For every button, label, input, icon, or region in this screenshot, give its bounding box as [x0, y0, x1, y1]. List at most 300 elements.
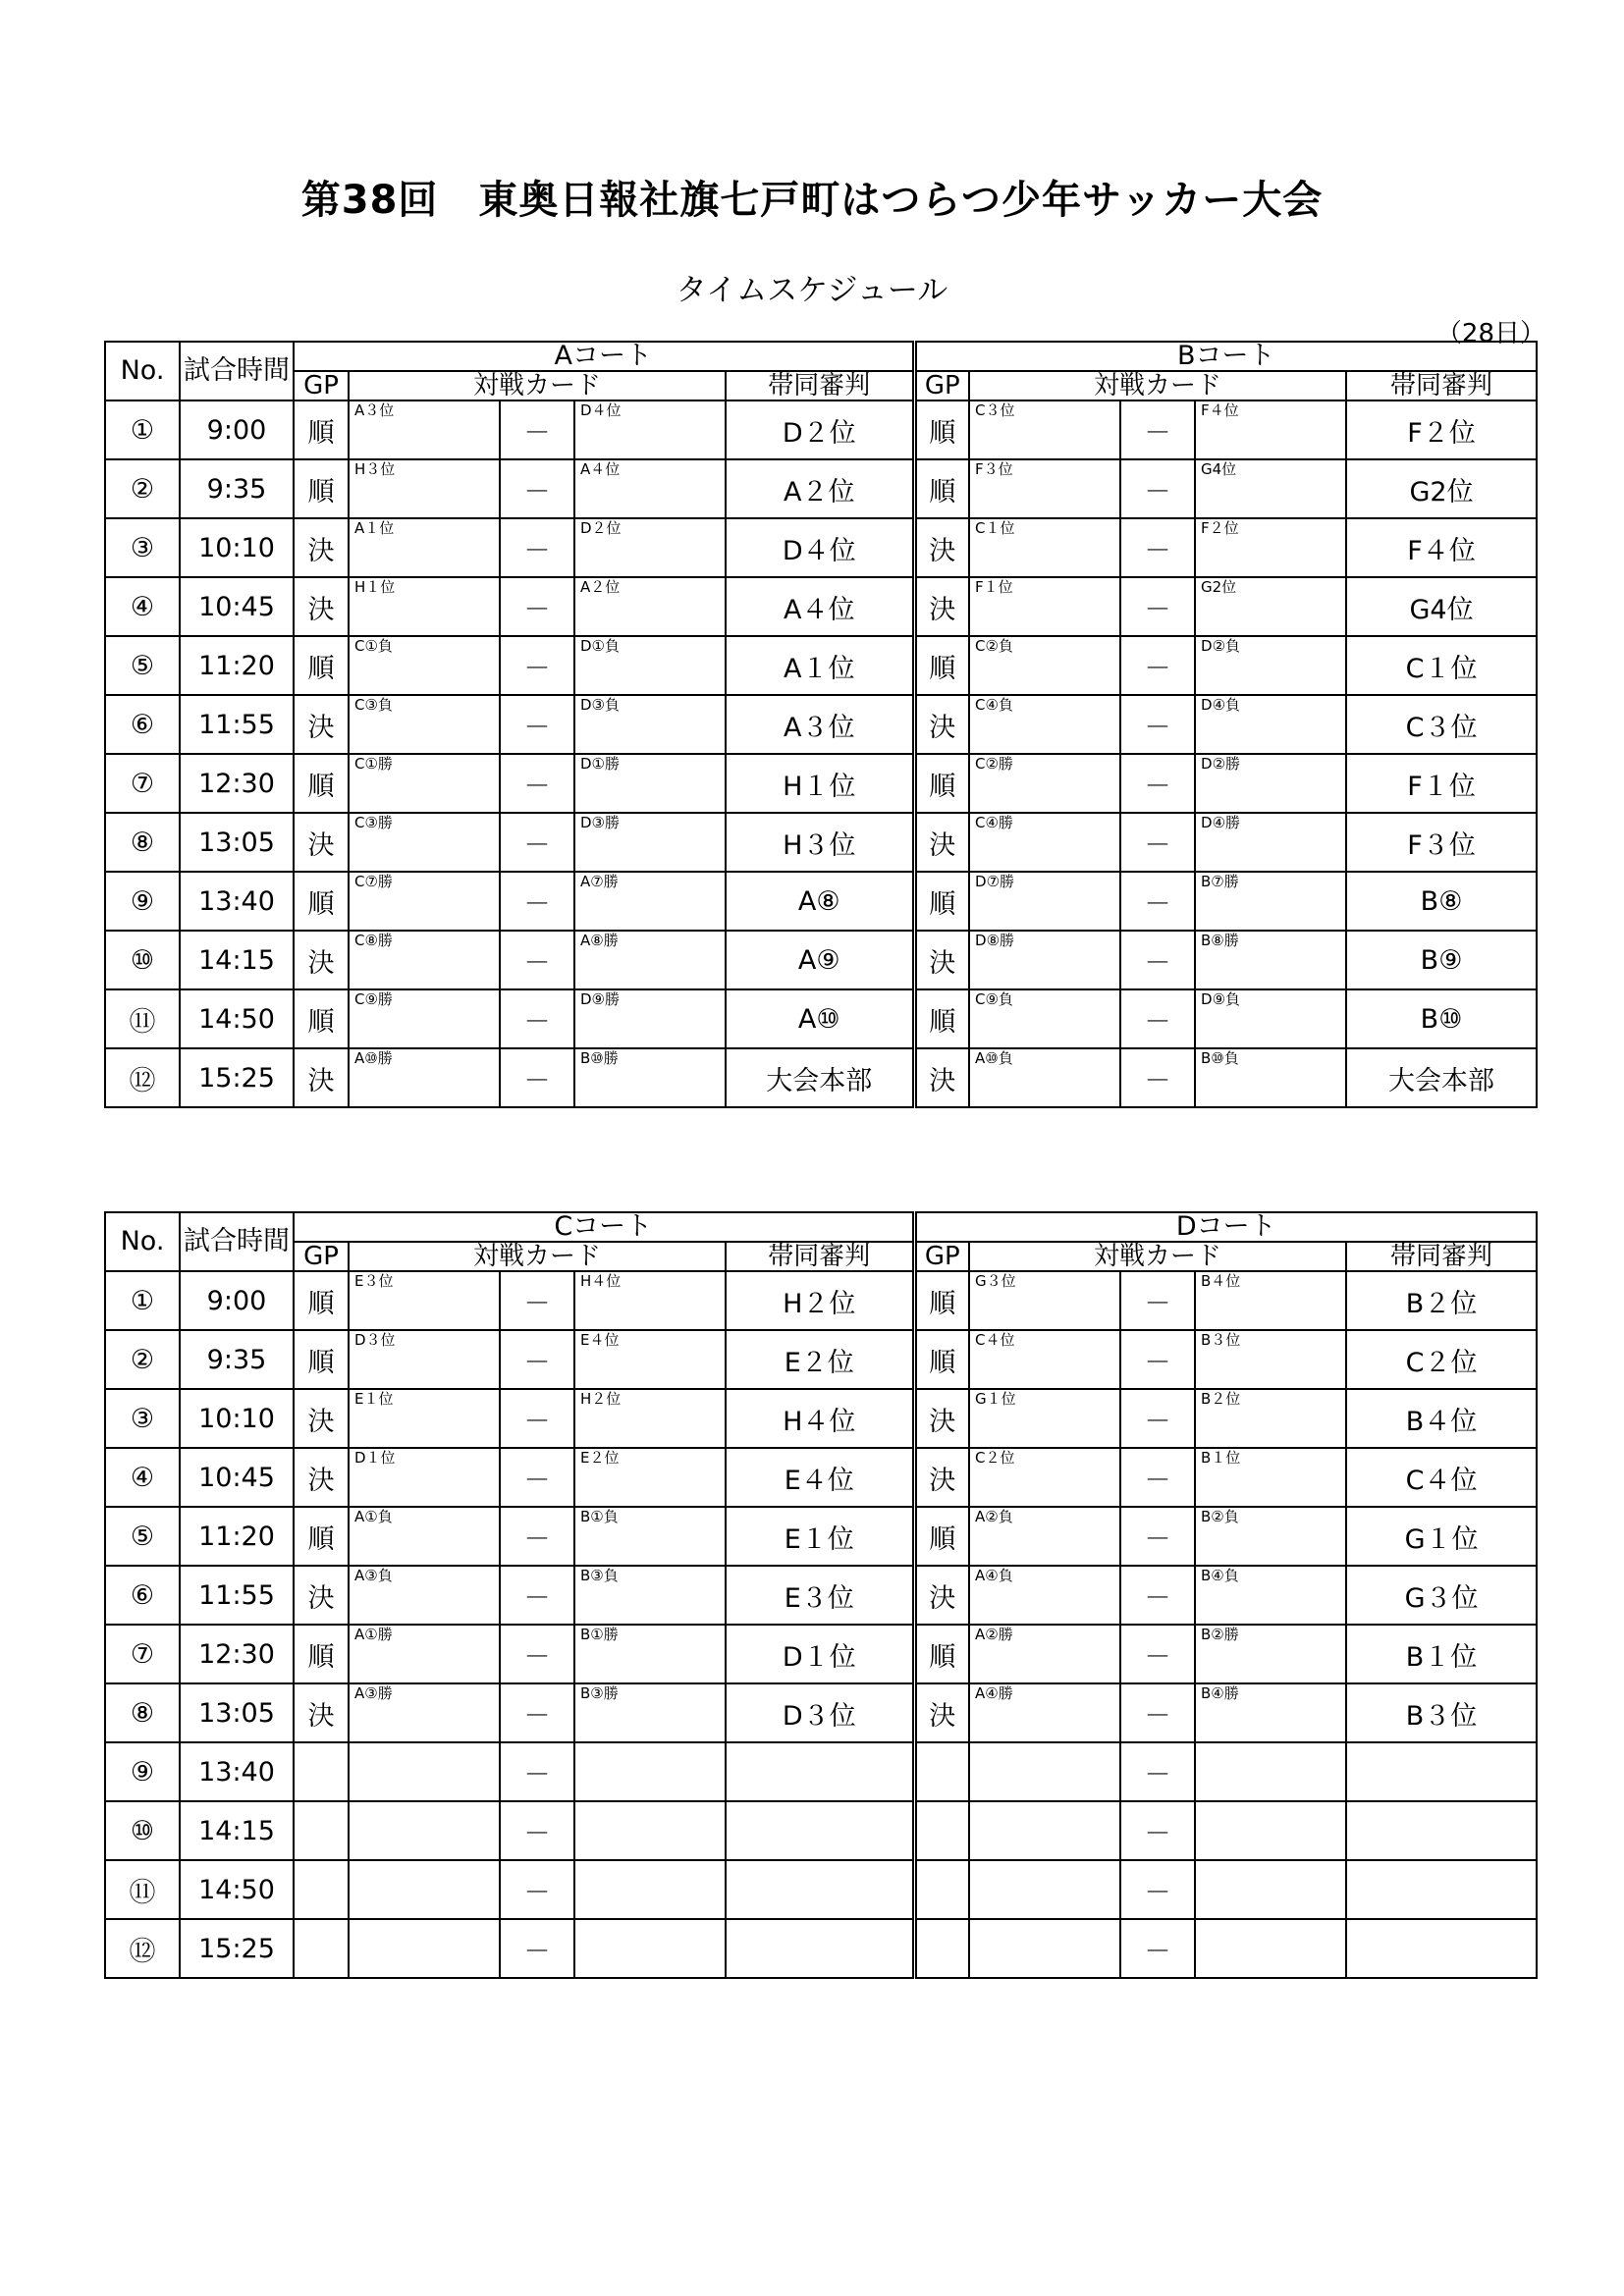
- versus-dash: －: [1120, 1566, 1195, 1625]
- home-team-cell: [969, 459, 1120, 518]
- away-team-label: D２位: [580, 519, 622, 537]
- gp-cell: 順: [914, 459, 969, 518]
- table-row: [105, 1919, 1537, 1978]
- away-team-label: D①負: [580, 637, 620, 655]
- home-team-cell: [349, 636, 500, 695]
- match-time: 14:15: [180, 931, 294, 989]
- away-team-cell: [1195, 400, 1346, 459]
- away-team-cell: [1195, 1742, 1346, 1801]
- gp-cell: 決: [914, 1048, 969, 1107]
- away-team-label: B③負: [580, 1567, 619, 1584]
- away-team-cell: [1195, 1625, 1346, 1683]
- table-row: [105, 989, 1537, 1048]
- match-time: 10:45: [180, 1448, 294, 1507]
- away-team-label: B①勝: [580, 1626, 619, 1643]
- referee-cell: C４位: [1346, 1448, 1537, 1507]
- gp-cell: 決: [914, 931, 969, 989]
- gp-cell: [914, 1742, 969, 1801]
- away-team-cell: [574, 754, 726, 813]
- versus-dash: －: [500, 1330, 574, 1389]
- home-team-cell: [349, 989, 500, 1048]
- referee-cell: D１位: [726, 1625, 914, 1683]
- away-team-cell: [1195, 931, 1346, 989]
- home-team-label: C②勝: [975, 755, 1013, 773]
- versus-dash: －: [500, 1048, 574, 1107]
- home-team-cell: [969, 636, 1120, 695]
- home-team-cell: [349, 1389, 500, 1448]
- home-team-cell: [349, 518, 500, 577]
- home-team-cell: [969, 1625, 1120, 1683]
- gp-cell: [294, 1742, 349, 1801]
- referee-cell: [1346, 1801, 1537, 1860]
- match-number: ①: [105, 400, 180, 459]
- versus-dash: －: [500, 1566, 574, 1625]
- home-team-label: D⑧勝: [975, 932, 1015, 949]
- table-row: [105, 1683, 1537, 1742]
- versus-dash: －: [500, 1683, 574, 1742]
- away-team-label: D⑨勝: [580, 990, 620, 1008]
- home-team-label: A②負: [975, 1508, 1013, 1525]
- away-team-cell: [1195, 1271, 1346, 1330]
- court-header: Bコート: [914, 342, 1537, 371]
- away-team-label: B４位: [1201, 1272, 1241, 1290]
- away-team-cell: [574, 1566, 726, 1625]
- home-team-label: C２位: [975, 1449, 1015, 1467]
- page-subtitle: タイムスケジュール: [676, 273, 948, 308]
- away-team-cell: [1195, 1860, 1346, 1919]
- referee-cell: H１位: [726, 754, 914, 813]
- referee-cell: B⑧: [1346, 872, 1537, 931]
- gp-cell: [914, 1801, 969, 1860]
- match-time: 14:50: [180, 1860, 294, 1919]
- referee-cell: A⑨: [726, 931, 914, 989]
- referee-cell: B２位: [1346, 1271, 1537, 1330]
- away-team-cell: [574, 400, 726, 459]
- home-team-label: A④勝: [975, 1684, 1013, 1702]
- away-team-cell: [574, 459, 726, 518]
- home-team-label: D⑦勝: [975, 873, 1015, 890]
- away-team-cell: [1195, 636, 1346, 695]
- versus-dash: －: [500, 1389, 574, 1448]
- versus-dash: －: [1120, 872, 1195, 931]
- table-row: [105, 1801, 1537, 1860]
- header-row-courts: [105, 1212, 1537, 1242]
- referee-cell: C３位: [1346, 695, 1537, 754]
- home-team-label: F１位: [975, 578, 1013, 596]
- match-time: 13:05: [180, 813, 294, 872]
- match-time: 9:35: [180, 459, 294, 518]
- home-team-cell: [349, 1860, 500, 1919]
- table-row: [105, 1448, 1537, 1507]
- versus-dash: －: [1120, 1625, 1195, 1683]
- gp-cell: 決: [294, 1683, 349, 1742]
- versus-dash: －: [500, 577, 574, 636]
- home-team-label: A②勝: [975, 1626, 1013, 1643]
- away-team-label: D③勝: [580, 814, 620, 831]
- gp-cell: 決: [294, 1566, 349, 1625]
- home-team-cell: [349, 1048, 500, 1107]
- match-number: ②: [105, 1330, 180, 1389]
- referee-cell: B１位: [1346, 1625, 1537, 1683]
- match-time: 15:25: [180, 1919, 294, 1978]
- away-team-cell: [574, 518, 726, 577]
- gp-cell: 順: [294, 636, 349, 695]
- match-time: 10:10: [180, 518, 294, 577]
- versus-dash: －: [1120, 813, 1195, 872]
- home-team-cell: [969, 1860, 1120, 1919]
- match-number: ⑥: [105, 1566, 180, 1625]
- home-team-cell: [969, 1566, 1120, 1625]
- away-team-label: B３位: [1201, 1331, 1241, 1349]
- away-team-label: B③勝: [580, 1684, 619, 1702]
- gp-cell: [294, 1801, 349, 1860]
- versus-dash: －: [500, 1448, 574, 1507]
- home-team-cell: [969, 1048, 1120, 1107]
- versus-dash: －: [1120, 1330, 1195, 1389]
- home-team-cell: [349, 1625, 500, 1683]
- home-team-label: C４位: [975, 1331, 1015, 1349]
- table-row: [105, 695, 1537, 754]
- versus-dash: －: [500, 1860, 574, 1919]
- referee-cell: [726, 1919, 914, 1978]
- gp-header: GP: [294, 371, 349, 400]
- away-team-cell: [1195, 754, 1346, 813]
- versus-dash: －: [1120, 1683, 1195, 1742]
- match-time: 15:25: [180, 1048, 294, 1107]
- referee-cell: [1346, 1742, 1537, 1801]
- away-team-cell: [1195, 459, 1346, 518]
- match-number: ⑨: [105, 872, 180, 931]
- away-team-cell: [574, 1507, 726, 1566]
- versus-dash: －: [500, 872, 574, 931]
- away-team-label: B⑩負: [1201, 1049, 1239, 1067]
- referee-cell: B４位: [1346, 1389, 1537, 1448]
- referee-cell: C２位: [1346, 1330, 1537, 1389]
- referee-cell: [726, 1742, 914, 1801]
- table-row: [105, 754, 1537, 813]
- home-team-cell: [349, 577, 500, 636]
- gp-cell: 順: [294, 1271, 349, 1330]
- table-row: [105, 1625, 1537, 1683]
- versus-dash: －: [1120, 577, 1195, 636]
- referee-header: 帯同審判: [726, 371, 914, 400]
- table-row: [105, 1860, 1537, 1919]
- gp-cell: 決: [914, 813, 969, 872]
- home-team-cell: [969, 577, 1120, 636]
- referee-header: 帯同審判: [1346, 1242, 1537, 1271]
- no-header: No.: [105, 1212, 180, 1271]
- away-team-label: D④負: [1201, 696, 1241, 714]
- gp-cell: 順: [914, 636, 969, 695]
- match-time: 11:20: [180, 1507, 294, 1566]
- referee-cell: [1346, 1860, 1537, 1919]
- home-team-label: C３位: [975, 401, 1015, 419]
- match-time: 9:35: [180, 1330, 294, 1389]
- home-team-label: A④負: [975, 1567, 1013, 1584]
- home-team-cell: [969, 1919, 1120, 1978]
- versus-dash: －: [1120, 931, 1195, 989]
- away-team-cell: [1195, 1566, 1346, 1625]
- away-team-label: B①負: [580, 1508, 619, 1525]
- versus-dash: －: [1120, 1448, 1195, 1507]
- home-team-label: A３位: [354, 401, 395, 419]
- referee-cell: A４位: [726, 577, 914, 636]
- home-team-label: C③勝: [354, 814, 393, 831]
- home-team-label: C⑨勝: [354, 990, 393, 1008]
- away-team-label: B⑦勝: [1201, 873, 1239, 890]
- versus-dash: －: [500, 1625, 574, 1683]
- match-time: 13:05: [180, 1683, 294, 1742]
- gp-header: GP: [294, 1242, 349, 1271]
- home-team-cell: [349, 1742, 500, 1801]
- home-team-label: A③負: [354, 1567, 393, 1584]
- match-number: ⑤: [105, 1507, 180, 1566]
- away-team-label: E２位: [580, 1449, 620, 1467]
- away-team-label: D②負: [1201, 637, 1241, 655]
- gp-cell: 順: [294, 400, 349, 459]
- referee-cell: A２位: [726, 459, 914, 518]
- gp-cell: 決: [294, 1389, 349, 1448]
- away-team-cell: [1195, 813, 1346, 872]
- versus-dash: －: [500, 1919, 574, 1978]
- away-team-label: B②勝: [1201, 1626, 1239, 1643]
- home-team-cell: [349, 872, 500, 931]
- match-number: ④: [105, 577, 180, 636]
- gp-cell: 順: [294, 1507, 349, 1566]
- match-time: 11:20: [180, 636, 294, 695]
- table-row: [105, 1742, 1537, 1801]
- gp-cell: 決: [294, 695, 349, 754]
- table-row: [105, 1507, 1537, 1566]
- referee-cell: E１位: [726, 1507, 914, 1566]
- table-row: [105, 813, 1537, 872]
- match-time: 13:40: [180, 872, 294, 931]
- page-title: 第38回 東奥日報社旗七戸町はつらつ少年サッカー大会: [300, 178, 1324, 223]
- gp-cell: 順: [294, 754, 349, 813]
- referee-cell: F１位: [1346, 754, 1537, 813]
- gp-cell: 決: [294, 931, 349, 989]
- referee-cell: [726, 1801, 914, 1860]
- away-team-cell: [574, 1919, 726, 1978]
- gp-cell: 順: [294, 1625, 349, 1683]
- versus-dash: －: [1120, 400, 1195, 459]
- time-header: 試合時間: [180, 342, 294, 400]
- versus-dash: －: [500, 813, 574, 872]
- referee-cell: H３位: [726, 813, 914, 872]
- gp-cell: 決: [914, 1683, 969, 1742]
- home-team-label: C⑧勝: [354, 932, 393, 949]
- gp-cell: 順: [294, 872, 349, 931]
- referee-cell: 大会本部: [726, 1048, 914, 1107]
- away-team-label: E４位: [580, 1331, 620, 1349]
- versus-dash: －: [500, 1801, 574, 1860]
- home-team-label: C④負: [975, 696, 1013, 714]
- versus-dash: －: [1120, 695, 1195, 754]
- versus-dash: －: [500, 754, 574, 813]
- no-header: No.: [105, 342, 180, 400]
- gp-cell: 順: [914, 754, 969, 813]
- gp-cell: 順: [914, 1271, 969, 1330]
- versus-dash: －: [500, 1742, 574, 1801]
- home-team-cell: [969, 400, 1120, 459]
- home-team-cell: [969, 1507, 1120, 1566]
- referee-cell: G4位: [1346, 577, 1537, 636]
- versus-dash: －: [500, 1271, 574, 1330]
- away-team-label: B⑧勝: [1201, 932, 1239, 949]
- referee-cell: F４位: [1346, 518, 1537, 577]
- away-team-cell: [574, 931, 726, 989]
- referee-cell: D３位: [726, 1683, 914, 1742]
- table-row: [105, 931, 1537, 989]
- versus-dash: －: [500, 636, 574, 695]
- referee-cell: H４位: [726, 1389, 914, 1448]
- home-team-cell: [969, 1742, 1120, 1801]
- home-team-cell: [349, 813, 500, 872]
- header-row-columns: [105, 1242, 1537, 1271]
- match-time: 11:55: [180, 695, 294, 754]
- gp-cell: [914, 1860, 969, 1919]
- away-team-label: B④負: [1201, 1567, 1239, 1584]
- away-team-cell: [574, 1330, 726, 1389]
- match-number: ⑧: [105, 813, 180, 872]
- home-team-label: D１位: [354, 1449, 396, 1467]
- home-team-cell: [349, 695, 500, 754]
- away-team-label: A２位: [580, 578, 621, 596]
- match-time: 10:10: [180, 1389, 294, 1448]
- home-team-label: A⑩勝: [354, 1049, 393, 1067]
- home-team-label: C⑨負: [975, 990, 1013, 1008]
- referee-cell: H２位: [726, 1271, 914, 1330]
- gp-header: GP: [914, 1242, 969, 1271]
- referee-cell: E４位: [726, 1448, 914, 1507]
- table-row: [105, 1389, 1537, 1448]
- gp-cell: 順: [914, 1330, 969, 1389]
- gp-cell: 順: [914, 989, 969, 1048]
- referee-cell: F３位: [1346, 813, 1537, 872]
- home-team-cell: [969, 989, 1120, 1048]
- away-team-label: A４位: [580, 460, 621, 478]
- home-team-cell: [349, 1683, 500, 1742]
- versus-dash: －: [500, 518, 574, 577]
- home-team-label: F３位: [975, 460, 1013, 478]
- away-team-cell: [574, 1271, 726, 1330]
- home-team-cell: [969, 1448, 1120, 1507]
- home-team-cell: [349, 400, 500, 459]
- match-time: 9:00: [180, 400, 294, 459]
- gp-cell: 順: [294, 989, 349, 1048]
- away-team-label: D③負: [580, 696, 620, 714]
- schedule-table-cd: [104, 1211, 1538, 1979]
- referee-cell: B⑨: [1346, 931, 1537, 989]
- home-team-cell: [349, 931, 500, 989]
- away-team-cell: [1195, 1389, 1346, 1448]
- referee-cell: [726, 1860, 914, 1919]
- referee-cell: G2位: [1346, 459, 1537, 518]
- referee-cell: 大会本部: [1346, 1048, 1537, 1107]
- court-header: Dコート: [914, 1212, 1537, 1242]
- home-team-label: E３位: [354, 1272, 394, 1290]
- referee-cell: E３位: [726, 1566, 914, 1625]
- away-team-label: B１位: [1201, 1449, 1241, 1467]
- home-team-cell: [969, 1683, 1120, 1742]
- versus-dash: －: [1120, 1919, 1195, 1978]
- versus-dash: －: [1120, 754, 1195, 813]
- versus-dash: －: [1120, 1860, 1195, 1919]
- gp-cell: 決: [914, 1389, 969, 1448]
- away-team-cell: [574, 695, 726, 754]
- referee-header: 帯同審判: [726, 1242, 914, 1271]
- away-team-cell: [574, 813, 726, 872]
- gp-cell: 順: [294, 1330, 349, 1389]
- versus-dash: －: [1120, 1742, 1195, 1801]
- away-team-label: B②負: [1201, 1508, 1239, 1525]
- match-number: ⑩: [105, 1801, 180, 1860]
- home-team-label: H３位: [354, 460, 396, 478]
- referee-cell: G１位: [1346, 1507, 1537, 1566]
- home-team-label: G１位: [975, 1390, 1016, 1408]
- gp-cell: 決: [914, 518, 969, 577]
- table-row: [105, 577, 1537, 636]
- versus-dash: －: [1120, 1507, 1195, 1566]
- match-number: ⑪: [105, 989, 180, 1048]
- gp-cell: 決: [294, 577, 349, 636]
- referee-cell: A１位: [726, 636, 914, 695]
- versus-dash: －: [1120, 1048, 1195, 1107]
- referee-cell: [1346, 1919, 1537, 1978]
- schedule-table-ab: [104, 341, 1538, 1108]
- away-team-cell: [574, 1860, 726, 1919]
- home-team-label: A③勝: [354, 1684, 393, 1702]
- table-row: [105, 1330, 1537, 1389]
- home-team-cell: [969, 813, 1120, 872]
- match-header: 対戦カード: [969, 371, 1346, 400]
- date-label: （28日）: [1435, 319, 1545, 348]
- home-team-label: G３位: [975, 1272, 1016, 1290]
- home-team-cell: [969, 1389, 1120, 1448]
- match-number: ①: [105, 1271, 180, 1330]
- gp-cell: 決: [914, 1448, 969, 1507]
- match-time: 12:30: [180, 1625, 294, 1683]
- home-team-cell: [349, 1507, 500, 1566]
- versus-dash: －: [500, 1507, 574, 1566]
- home-team-cell: [969, 931, 1120, 989]
- versus-dash: －: [1120, 1801, 1195, 1860]
- away-team-label: F４位: [1201, 401, 1239, 419]
- away-team-cell: [1195, 518, 1346, 577]
- away-team-cell: [1195, 1048, 1346, 1107]
- referee-cell: A３位: [726, 695, 914, 754]
- versus-dash: －: [1120, 636, 1195, 695]
- versus-dash: －: [500, 931, 574, 989]
- match-time: 11:55: [180, 1566, 294, 1625]
- home-team-cell: [349, 754, 500, 813]
- referee-cell: E２位: [726, 1330, 914, 1389]
- gp-cell: 順: [914, 1625, 969, 1683]
- versus-dash: －: [1120, 518, 1195, 577]
- table-row: [105, 872, 1537, 931]
- table-row: [105, 518, 1537, 577]
- referee-header: 帯同審判: [1346, 371, 1537, 400]
- away-team-label: H４位: [580, 1272, 622, 1290]
- match-time: 14:50: [180, 989, 294, 1048]
- home-team-cell: [969, 518, 1120, 577]
- away-team-label: B２位: [1201, 1390, 1241, 1408]
- match-header: 対戦カード: [969, 1242, 1346, 1271]
- home-team-label: D３位: [354, 1331, 396, 1349]
- home-team-cell: [349, 1801, 500, 1860]
- versus-dash: －: [500, 400, 574, 459]
- referee-cell: B⑩: [1346, 989, 1537, 1048]
